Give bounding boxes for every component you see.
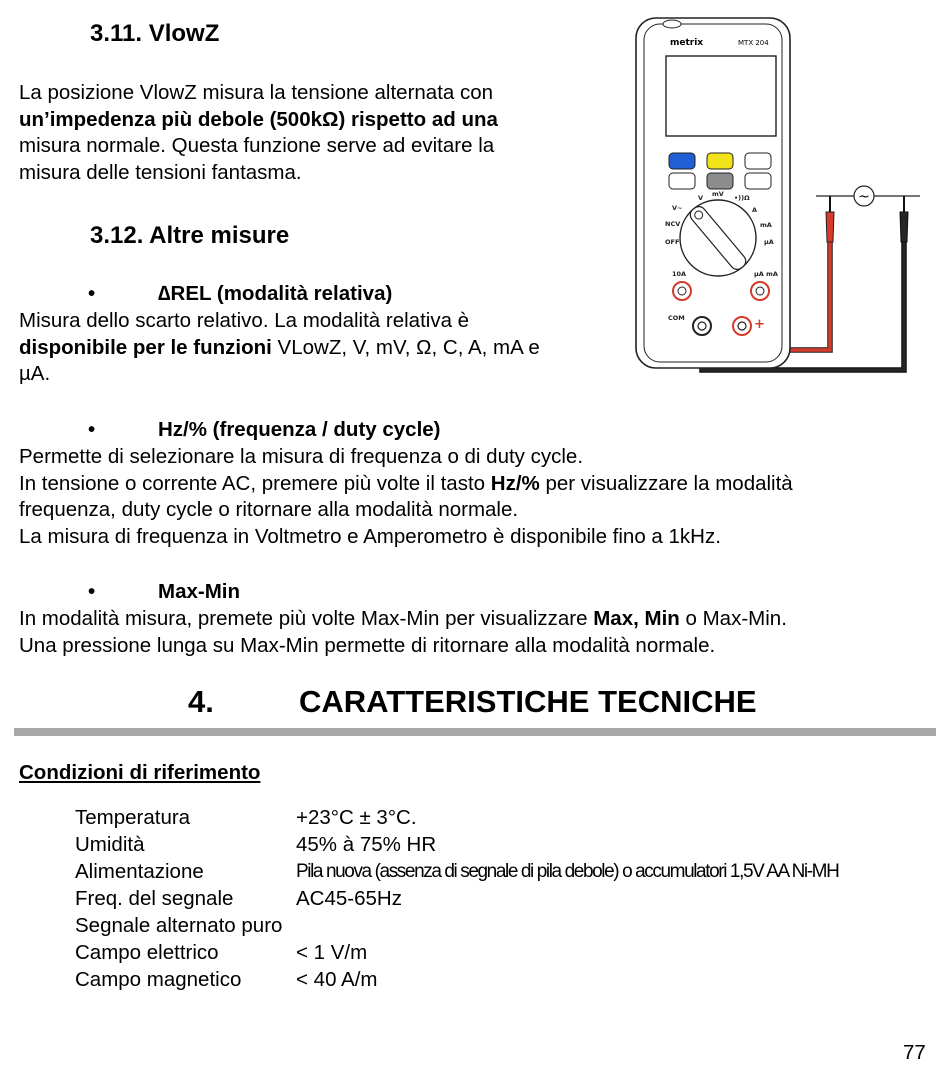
dial-label: mV [712,190,724,198]
bullet-dot: • [88,418,96,441]
dial-label: V [698,194,704,202]
body-line: un’impedenza più debole (500kΩ) rispetto ad una [19,107,498,131]
dial-label: µA mA [754,270,778,278]
spec-key: Campo magnetico [75,968,242,991]
body-text: In modalità misura, premete più volte Max-Min per visualizzare [19,607,594,630]
lcd-display [666,56,776,136]
key-icon [669,173,695,189]
bullet-title: Max-Min [158,580,240,603]
spec-key: Freq. del segnale [75,887,234,910]
bullet-rel [88,282,508,308]
dial-label: 10A [672,270,687,278]
body-text: o Max-Min. [679,607,787,630]
plus-label: + [754,317,765,332]
dial-label: OFF [665,238,680,246]
spec-value: AC45-65Hz [296,887,402,910]
spec-key: Umidità [75,833,145,856]
dial-label: A [752,206,758,214]
bullet-hz [88,418,588,444]
conditions-heading: Condizioni di riferimento [19,761,261,784]
spec-key: Campo elettrico [75,941,219,964]
yellow-key-icon [707,153,733,169]
body-line: La posizione VlowZ misura la tensione alternata con [19,81,494,104]
page-number: 77 [903,1041,926,1064]
dial-label: mA [760,221,772,229]
section-3-11-body [19,80,599,186]
spec-value: +23°C ± 3°C. [296,806,417,829]
spec-value: < 40 A/m [296,968,378,991]
model-label: MTX 204 [738,39,769,47]
body-text: per visualizzare la modalità [539,471,793,495]
body-line: frequenza, duty cycle o ritornare alla modalità normale. [19,498,519,521]
rel-body [19,308,609,388]
spec-key: Temperatura [75,806,191,829]
spec-key: Segnale alternato puro [75,914,283,937]
section-3-11-heading: 3.11. VlowZ [90,20,220,47]
multimeter-illustration [620,10,940,380]
key-icon [745,153,771,169]
bullet-title: Hz/% (frequenza / duty cycle) [158,418,441,441]
spec-key: Alimentazione [75,860,204,883]
body-line: Misura dello scarto relativo. La modalità relativa è [19,309,470,332]
body-line: misura delle tensioni fantasma. [19,160,302,184]
black-probe-icon [900,212,908,242]
dial-label: V~ [672,204,683,212]
body-text: VLowZ, V, mV, Ω, C, A, mA e [271,335,540,359]
spec-value: Pila nuova (assenza di segnale di pila debole) o accumulatori 1,5V AA Ni-MH [296,861,839,882]
bullet-dot: • [88,282,96,305]
blue-key-icon [669,153,695,169]
brand-label: metrix [670,38,704,48]
body-text: In tensione o corrente AC, premere più volte il tasto [19,471,491,495]
section-4-number: 4. [188,684,214,719]
bullet-title: ∆REL (modalità relativa) [158,282,393,305]
multimeter-body [636,18,790,368]
body-bold: Hz/% [490,471,540,495]
dial-label: •))Ω [734,194,750,202]
section-3-12-heading: 3.12. Altre misure [90,222,290,249]
dial-label: COM [668,314,685,322]
bullet-dot: • [88,580,96,603]
body-bold: disponibile per le funzioni [19,335,272,359]
key-icon [745,173,771,189]
body-line: La misura di frequenza in Voltmetro e Amperometro è disponibile fino a 1kHz. [19,524,721,548]
dial-label: µA [764,238,774,246]
spec-value: 45% à 75% HR [296,833,437,856]
body-line: µA. [19,362,51,385]
body-bold: Max, Min [593,607,680,630]
body-line: misura normale. Questa funzione serve ad evitare la [19,134,495,157]
maxmin-body [19,606,939,659]
bullet-maxmin [88,580,388,606]
hz-body [19,444,939,550]
body-line: Permette di selezionare la misura di frequenza o di duty cycle. [19,445,584,468]
section-divider [14,728,936,736]
spec-value: < 1 V/m [296,941,368,964]
dial-label: NCV [665,220,681,228]
red-probe-icon [826,212,834,242]
section-4-title: CARATTERISTICHE TECNICHE [299,684,757,719]
ac-source-symbol: ~ [858,189,870,205]
grey-key-icon [707,173,733,189]
body-line: Una pressione lunga su Max-Min permette di ritornare alla modalità normale. [19,633,716,657]
